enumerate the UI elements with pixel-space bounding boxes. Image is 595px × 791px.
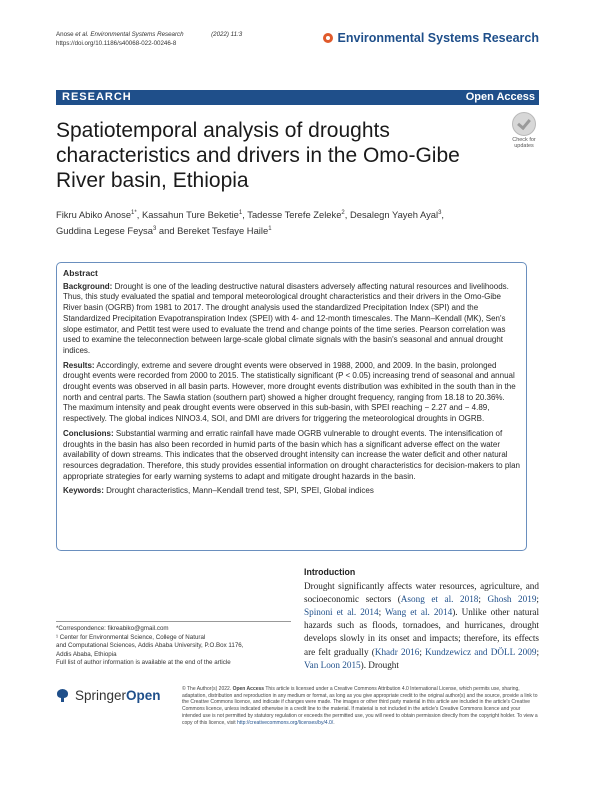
author-affiliation: 3 <box>152 226 157 233</box>
author-affiliation: 2 <box>341 210 345 216</box>
intro-text-segment: Drought significantly affects water resources, agriculture, and socioeconomic sectors ( <box>304 581 539 605</box>
abstract-box <box>56 262 527 551</box>
citation-link[interactable]: Ghosh 2019 <box>487 594 537 605</box>
publisher-logo[interactable] <box>56 688 161 703</box>
correspondence: *Correspondence: fikreabiko@gmail.com <box>56 625 169 632</box>
check-updates-label <box>507 137 541 149</box>
citation-link[interactable]: Asong et al. 2018 <box>400 594 479 605</box>
author[interactable] <box>350 209 441 220</box>
license-notice <box>182 686 539 726</box>
introduction-text <box>304 580 539 672</box>
intro-text-segment: ; <box>419 646 426 657</box>
author[interactable] <box>177 225 271 236</box>
open-access-label: Open Access <box>465 91 535 103</box>
checkmark-icon <box>512 112 536 136</box>
author-list: Fikru Abiko Anose$^{1*}$, Kassahun Ture Beketie$^1$, Tadesse Terefe Zeleke$^2$, Desalegn Yayeh Ayal$^3$, Guddina Legese Feysa$^3$ and Bereket Tesfaye Haile$^1$ <box>56 209 445 237</box>
author-name: Kassahun Ture Beketie <box>141 209 239 221</box>
footnotes <box>56 621 291 668</box>
affiliation-line: Addis Ababa, Ethiopia <box>56 650 117 658</box>
article-type-banner <box>56 90 539 105</box>
license-url-link[interactable]: http://creativecommons.org/licenses/by/4.0/ <box>237 719 334 726</box>
publisher-name-part1: Springer <box>75 688 127 703</box>
intro-text-segment: ; <box>536 646 539 657</box>
abstract-keywords <box>63 486 520 497</box>
publisher-name-part2: Open <box>126 688 161 703</box>
author[interactable] <box>56 209 137 220</box>
doi-link[interactable]: https://doi.org/10.1186/s40068-022-00246-8 <box>56 39 177 47</box>
keywords-label: Keywords: <box>63 486 104 496</box>
citation-link[interactable]: Van Loon 2015 <box>304 659 361 670</box>
open-access-bold: Open Access <box>232 686 265 692</box>
abstract-results <box>63 361 520 425</box>
conclusions-label: Conclusions: <box>63 428 114 438</box>
results-label: Results: <box>63 360 95 370</box>
abstract-conclusions <box>63 429 520 483</box>
author-affiliation: 3 <box>438 210 442 216</box>
citation-header <box>56 31 256 48</box>
conclusions-text: Substantial warming and erratic rainfall have made OGRB vulnerable to drought events. The intensification of droughts in the basin has also been recorded in humid parts of the basin which has a significant adverse effect on the water availability of down streams. This indicates that the observed drought intensity can increase the water deficit and other natural resources degradation. Therefore, this study provides essential information on drought characteristics for decision-makers to plan appropriate strategies for early warning systems to adapt and mitigate drought hazards in the basin. <box>63 428 520 481</box>
author-name: Bereket Tesfaye Haile <box>177 225 269 237</box>
author[interactable] <box>56 225 156 236</box>
affiliation-line: and Computational Sciences, Addis Ababa University, P.O.Box 1176, <box>56 642 244 649</box>
citation-year: (2022) 11:3 <box>211 31 243 38</box>
citation-journal: et al. Environmental Systems Research <box>75 31 184 38</box>
background-label: Background: <box>63 281 113 291</box>
affiliation-line: ¹ Center for Environmental Science, College of Natural <box>56 633 206 641</box>
author-affiliation: 1 <box>268 226 272 233</box>
citation-link[interactable]: Wang et al. 2014 <box>385 607 453 618</box>
copyright-text: © The Author(s) 2022. <box>182 686 233 692</box>
abstract-background <box>63 282 520 357</box>
author-affiliation: 1* <box>131 210 137 216</box>
author-name: Tadesse Terefe Zeleke <box>247 209 342 221</box>
citation-link[interactable]: Khadr 2016 <box>374 646 420 657</box>
full-author-info-note: Full list of author information is available at the end of the article <box>56 659 231 666</box>
author[interactable] <box>142 209 242 220</box>
intro-text-segment: ; <box>378 607 385 618</box>
author[interactable] <box>247 209 345 220</box>
citation-link[interactable]: Kundzewicz and DÖLL 2009 <box>425 646 537 657</box>
citation-author: Anose <box>56 31 76 38</box>
article-type-label: RESEARCH <box>62 91 132 103</box>
results-text: Accordingly, extreme and severe drought events were observed in 1988, 2000, and 2009. In the basin, prolonged drought events were recorded from 2000 to 2015. The statistically significant (P < 0.05) increasing trend of seasonal and annual drought events was observed in all basin parts. However, more drought events distribution was exhibited in the south than in the north and central parts. The Sawla station (southern part) showed a higher drought frequency, ranging from 18.18 to 20.36%. The maximum intensity and peak drought events were observed in this sub-basin, with SPEI reaching − 2.27 and − 4.89, respectively. The global indices NINO3.4, SOI, and DMI are drivers for triggering the meteorological droughts in OGRB. <box>63 360 516 424</box>
introduction-section <box>304 566 539 672</box>
author-affiliation: 1 <box>238 210 243 216</box>
intro-text-segment: ). Unlike other natural hazards such as floods, tornadoes, and hurricanes, drought develops slowly in its onset and impacts; therefore, its effects are felt gradually ( <box>304 607 540 657</box>
journal-brand[interactable] <box>323 31 539 45</box>
author-name: Guddina Legese Feysa <box>56 225 153 237</box>
publisher-name <box>75 688 161 703</box>
background-text: Drought is one of the leading destructive natural disasters adversely affecting natural resources and livelihoods. Thus, this study evaluated the spatial and temporal meteorological drought characteristics and their drivers in the Omo-Gibe River basin (OGRB) from 1981 to 2017. The drought analysis used the standardized Precipitation Index (SPI) and the Standardized Precipitation Evapotranspiration Index (SPEI) with 4- and 12-month timescales. The Mann–Kendall (MK), Sen's slope estimator, and Pettit test were used to evaluate the trend and change points of the time series. Pearson correlation was used to examine the teleconnection between large-scale global climate signals with the basin's seasonal and annual drought indices. <box>63 281 509 355</box>
citation-line <box>56 31 256 40</box>
check-for-updates-button[interactable] <box>507 112 541 149</box>
intro-text-segment: ). Drought <box>360 659 399 670</box>
keywords-text: Drought characteristics, Mann–Kendall trend test, SPI, SPEI, Global indices <box>106 486 374 496</box>
license-text: This article is licensed under a Creative Commons Attribution 4.0 International License, which permits use, sharing, adaptation, distribution and reproduction in any medium or format, as long as you give appropriate credit to the original author(s) and the source, provide a link to the Creative Commons licence, and indicate if changes were made. The images or other third party material in this article are included in the article's Creative Commons licence, unless indicated otherwise in a credit line to the material. If material is not included in the article's Creative Commons licence and your intended use is not permitted by statutory regulation or exceeds the permitted use, you will need to obtain permission directly from the copyright holder. To view a copy of this licence, visit <box>182 686 538 726</box>
abstract-heading: Abstract <box>63 268 98 278</box>
check-updates-line1: Check for <box>512 137 536 143</box>
intro-text-segment: ; <box>536 594 539 605</box>
author-name: Fikru Abiko Anose <box>56 209 132 221</box>
journal-brand-name: Environmental Systems Research <box>337 31 539 45</box>
citation-link[interactable]: Spinoni et al. 2014 <box>304 607 379 618</box>
license-text-end: . <box>333 719 335 726</box>
article-title: Spatiotemporal analysis of droughts characteristics and drivers in the Omo-Gibe River basin, Ethiopia <box>56 119 460 192</box>
check-updates-line2: updates <box>514 143 534 149</box>
introduction-heading: Introduction <box>304 567 356 577</box>
circle-logo-icon <box>323 33 333 43</box>
springer-horse-icon <box>56 689 71 702</box>
author-name: Desalegn Yayeh Ayal <box>349 209 439 221</box>
intro-text-segment: ; <box>478 594 488 605</box>
